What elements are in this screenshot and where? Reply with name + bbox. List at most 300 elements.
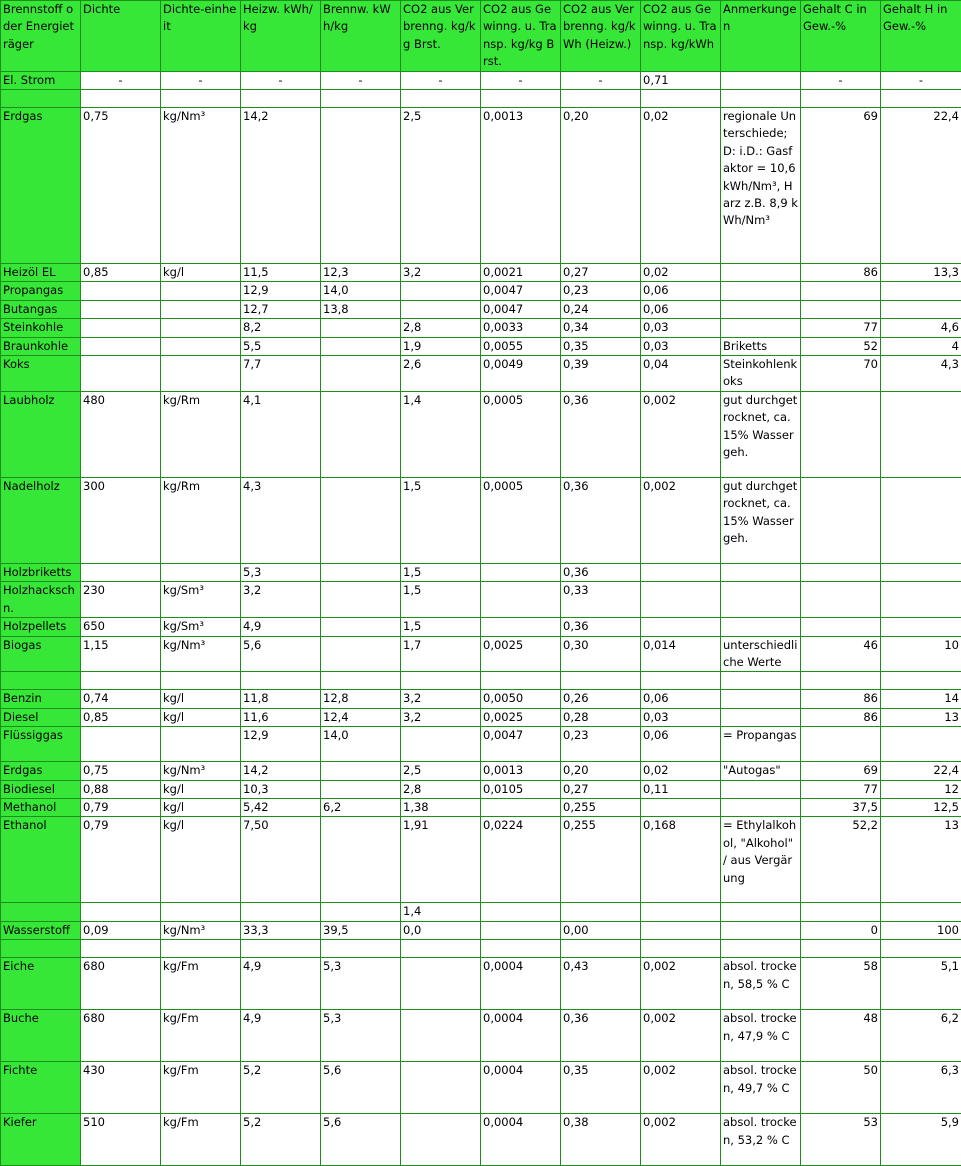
table-cell: 53	[801, 1114, 881, 1166]
table-cell	[401, 672, 481, 690]
table-cell: 6,2	[881, 1010, 961, 1062]
table-cell: kg/Nm³	[161, 921, 241, 939]
table-cell: 0,255	[561, 798, 641, 816]
table-cell: 0,0013	[481, 108, 561, 264]
table-cell	[801, 672, 881, 690]
table-cell: 0,36	[561, 391, 641, 477]
table-cell	[481, 940, 561, 958]
table-cell: 1,15	[81, 636, 161, 672]
table-cell: 37,5	[801, 798, 881, 816]
table-cell: -	[561, 71, 641, 89]
table-cell: gut durchgetrocknet, ca. 15% Wassergeh.	[721, 391, 801, 477]
fuel-name-cell: Eiche	[1, 958, 81, 1010]
table-row	[1, 798, 961, 816]
table-cell: kg/Fm	[161, 1062, 241, 1114]
table-cell	[801, 903, 881, 921]
table-cell	[801, 618, 881, 636]
table-cell	[721, 798, 801, 816]
table-cell	[481, 672, 561, 690]
table-cell	[881, 300, 961, 318]
table-cell	[401, 90, 481, 108]
table-cell: 5,2	[241, 1114, 321, 1166]
table-cell	[561, 672, 641, 690]
table-cell: 0,36	[561, 618, 641, 636]
table-cell: kg/Rm	[161, 477, 241, 563]
table-cell	[881, 727, 961, 762]
table-cell: 0,11	[641, 780, 721, 798]
table-cell: 14,0	[321, 727, 401, 762]
table-cell	[881, 282, 961, 300]
fuel-name-cell: Holzpellets	[1, 618, 81, 636]
table-cell	[81, 903, 161, 921]
table-cell	[321, 319, 401, 337]
table-cell	[641, 90, 721, 108]
table-cell: 48	[801, 1010, 881, 1062]
header-cell: CO2 aus Verbrenng. kg/kWh (Heizw.)	[561, 1, 641, 72]
table-cell: 0,27	[561, 264, 641, 282]
table-cell: 3,2	[401, 264, 481, 282]
table-cell: 2,8	[401, 780, 481, 798]
table-cell	[81, 563, 161, 581]
table-row	[1, 391, 961, 477]
table-cell: 0	[801, 921, 881, 939]
table-row	[1, 337, 961, 355]
table-cell: kg/l	[161, 780, 241, 798]
table-row	[1, 618, 961, 636]
table-cell: 0,0025	[481, 636, 561, 672]
table-cell: 1,4	[401, 391, 481, 477]
table-cell: 5,6	[321, 1114, 401, 1166]
table-cell: 0,02	[641, 762, 721, 780]
table-cell: 1,91	[401, 817, 481, 903]
table-cell	[321, 477, 401, 563]
table-cell	[161, 282, 241, 300]
table-row	[1, 1062, 961, 1114]
table-cell: 1,7	[401, 636, 481, 672]
table-cell: 0,34	[561, 319, 641, 337]
table-cell	[801, 563, 881, 581]
table-cell: 0,79	[81, 798, 161, 816]
table-cell: 2,8	[401, 319, 481, 337]
table-cell: -	[161, 71, 241, 89]
table-cell: 0,014	[641, 636, 721, 672]
header-cell: Gehalt C in Gew.-%	[801, 1, 881, 72]
table-cell: 300	[81, 477, 161, 563]
header-cell: Gehalt H in Gew.-%	[881, 1, 961, 72]
table-row	[1, 636, 961, 672]
fuel-name-cell: Biogas	[1, 636, 81, 672]
table-cell: 50	[801, 1062, 881, 1114]
fuel-name-cell: Wasserstoff	[1, 921, 81, 939]
table-cell: 86	[801, 690, 881, 708]
table-row	[1, 356, 961, 392]
table-cell: 52	[801, 337, 881, 355]
table-cell: kg/l	[161, 817, 241, 903]
table-cell: 0,0004	[481, 958, 561, 1010]
table-cell	[321, 817, 401, 903]
fuel-name-cell: El. Strom	[1, 71, 81, 89]
fuel-name-cell: Propangas	[1, 282, 81, 300]
table-cell	[721, 582, 801, 618]
fuel-name-cell: Butangas	[1, 300, 81, 318]
table-cell	[161, 300, 241, 318]
table-row	[1, 477, 961, 563]
table-cell: 0,74	[81, 690, 161, 708]
table-cell: 14,2	[241, 108, 321, 264]
table-row	[1, 921, 961, 939]
table-cell: 4,1	[241, 391, 321, 477]
table-cell	[881, 90, 961, 108]
header-row	[1, 1, 961, 72]
table-cell: 0,002	[641, 1010, 721, 1062]
table-cell: kg/l	[161, 708, 241, 726]
table-cell: 0,85	[81, 264, 161, 282]
table-cell: 0,06	[641, 690, 721, 708]
table-cell: 0,0004	[481, 1062, 561, 1114]
table-cell: 5,42	[241, 798, 321, 816]
table-cell: 5,6	[241, 636, 321, 672]
table-cell	[321, 618, 401, 636]
table-cell: 0,20	[561, 108, 641, 264]
table-cell: 1,5	[401, 477, 481, 563]
spacer-row	[1, 940, 961, 958]
table-cell	[721, 71, 801, 89]
table-cell: 10,3	[241, 780, 321, 798]
table-cell: 13,8	[321, 300, 401, 318]
table-cell	[881, 563, 961, 581]
table-row	[1, 264, 961, 282]
table-cell: 1,9	[401, 337, 481, 355]
table-cell	[81, 282, 161, 300]
table-cell: unterschiedliche Werte	[721, 636, 801, 672]
fuel-name-cell	[1, 940, 81, 958]
table-cell: 0,04	[641, 356, 721, 392]
table-cell	[81, 319, 161, 337]
table-cell	[721, 264, 801, 282]
table-row	[1, 319, 961, 337]
table-cell	[321, 337, 401, 355]
table-cell: 22,4	[881, 762, 961, 780]
table-cell: 86	[801, 708, 881, 726]
table-cell	[321, 780, 401, 798]
table-cell: 7,7	[241, 356, 321, 392]
table-cell: 5,3	[241, 563, 321, 581]
table-cell: 2,6	[401, 356, 481, 392]
table-cell	[801, 582, 881, 618]
table-cell: 0,35	[561, 337, 641, 355]
table-cell: 4,9	[241, 1010, 321, 1062]
table-cell	[241, 940, 321, 958]
table-cell: 0,255	[561, 817, 641, 903]
table-cell	[641, 582, 721, 618]
table-cell: -	[481, 71, 561, 89]
header-cell: Anmerkungen	[721, 1, 801, 72]
table-cell	[321, 90, 401, 108]
table-cell: 230	[81, 582, 161, 618]
table-cell: 0,0005	[481, 391, 561, 477]
fuel-name-cell: Ethanol	[1, 817, 81, 903]
table-cell	[641, 618, 721, 636]
table-cell	[641, 903, 721, 921]
table-cell	[81, 300, 161, 318]
table-cell	[81, 90, 161, 108]
table-cell: 0,85	[81, 708, 161, 726]
table-cell: Briketts	[721, 337, 801, 355]
table-cell: 14	[881, 690, 961, 708]
table-cell: = Ethylalkohol, "Alkohol" / aus Vergärung	[721, 817, 801, 903]
table-cell: 2,5	[401, 108, 481, 264]
table-cell: absol. trocken, 58,5 % C	[721, 958, 801, 1010]
table-cell: 480	[81, 391, 161, 477]
table-cell: 13	[881, 817, 961, 903]
table-cell	[801, 90, 881, 108]
fuel-name-cell	[1, 90, 81, 108]
table-cell	[161, 940, 241, 958]
table-cell: 12,3	[321, 264, 401, 282]
table-cell	[721, 618, 801, 636]
table-cell	[401, 1114, 481, 1166]
table-cell: 0,002	[641, 1062, 721, 1114]
table-cell	[321, 356, 401, 392]
table-cell: 0,0025	[481, 708, 561, 726]
table-cell: 4,6	[881, 319, 961, 337]
table-cell: 0,0	[401, 921, 481, 939]
table-cell: 680	[81, 958, 161, 1010]
table-cell: -	[81, 71, 161, 89]
table-cell: 0,79	[81, 817, 161, 903]
table-cell: 10	[881, 636, 961, 672]
table-cell: 0,168	[641, 817, 721, 903]
table-cell: = Propangas	[721, 727, 801, 762]
table-cell: 0,0105	[481, 780, 561, 798]
table-cell: 4,3	[881, 356, 961, 392]
table-cell: 8,2	[241, 319, 321, 337]
table-cell: 0,06	[641, 727, 721, 762]
table-cell: 0,0005	[481, 477, 561, 563]
table-cell: 77	[801, 780, 881, 798]
header-cell: Heizw. kWh/kg	[241, 1, 321, 72]
table-cell: 77	[801, 319, 881, 337]
table-cell: 0,002	[641, 477, 721, 563]
table-cell: 69	[801, 108, 881, 264]
table-cell	[721, 282, 801, 300]
table-cell	[481, 921, 561, 939]
table-cell: 0,35	[561, 1062, 641, 1114]
table-cell	[401, 300, 481, 318]
table-row	[1, 727, 961, 762]
table-cell: 0,06	[641, 282, 721, 300]
table-cell	[161, 90, 241, 108]
table-cell: 1,5	[401, 563, 481, 581]
table-cell	[81, 940, 161, 958]
table-cell: kg/Rm	[161, 391, 241, 477]
table-cell: 11,8	[241, 690, 321, 708]
table-cell: 0,002	[641, 958, 721, 1010]
table-cell	[881, 477, 961, 563]
fuel-name-cell: Kiefer	[1, 1114, 81, 1166]
fuel-name-cell: Erdgas	[1, 108, 81, 264]
table-cell	[561, 90, 641, 108]
fuel-name-cell: Fichte	[1, 1062, 81, 1114]
table-cell: 0,0004	[481, 1114, 561, 1166]
table-row	[1, 958, 961, 1010]
table-cell	[161, 672, 241, 690]
table-cell: 0,0055	[481, 337, 561, 355]
table-cell: 0,02	[641, 108, 721, 264]
table-cell: 1,5	[401, 618, 481, 636]
fuel-name-cell: Braunkohle	[1, 337, 81, 355]
header-cell: Dichte-einheit	[161, 1, 241, 72]
table-cell: 22,4	[881, 108, 961, 264]
table-cell	[481, 582, 561, 618]
table-cell: 0,06	[641, 300, 721, 318]
table-cell: 0,43	[561, 958, 641, 1010]
table-cell: 5,9	[881, 1114, 961, 1166]
table-cell	[641, 798, 721, 816]
table-cell: 13,3	[881, 264, 961, 282]
table-row	[1, 708, 961, 726]
fuel-name-cell: Steinkohle	[1, 319, 81, 337]
table-row	[1, 563, 961, 581]
table-cell: 0,002	[641, 391, 721, 477]
spacer-row	[1, 672, 961, 690]
fuel-name-cell: Benzin	[1, 690, 81, 708]
table-cell	[81, 356, 161, 392]
table-cell: 12,9	[241, 727, 321, 762]
table-cell: 6,2	[321, 798, 401, 816]
table-cell	[561, 940, 641, 958]
fuel-name-cell: Nadelholz	[1, 477, 81, 563]
table-cell: 5,5	[241, 337, 321, 355]
table-cell	[801, 940, 881, 958]
table-cell: 510	[81, 1114, 161, 1166]
table-cell	[721, 903, 801, 921]
table-row	[1, 817, 961, 903]
table-cell: 4,3	[241, 477, 321, 563]
table-cell	[321, 762, 401, 780]
table-cell: 0,0047	[481, 282, 561, 300]
table-cell: 39,5	[321, 921, 401, 939]
fuel-name-cell: Flüssiggas	[1, 727, 81, 762]
table-cell	[561, 903, 641, 921]
table-cell: 2,5	[401, 762, 481, 780]
table-cell: 11,5	[241, 264, 321, 282]
table-cell: kg/l	[161, 690, 241, 708]
table-cell: 70	[801, 356, 881, 392]
table-cell: 3,2	[241, 582, 321, 618]
table-cell: kg/Nm³	[161, 108, 241, 264]
table-cell	[81, 727, 161, 762]
table-cell: 0,002	[641, 1114, 721, 1166]
table-cell: kg/Nm³	[161, 762, 241, 780]
table-cell	[241, 672, 321, 690]
table-cell	[641, 672, 721, 690]
table-cell: 0,75	[81, 108, 161, 264]
table-cell: 430	[81, 1062, 161, 1114]
table-cell: 680	[81, 1010, 161, 1062]
table-cell	[641, 563, 721, 581]
header-cell: Brennstoff oder Energieträger	[1, 1, 81, 72]
table-cell	[721, 708, 801, 726]
table-cell: absol. trocken, 47,9 % C	[721, 1010, 801, 1062]
fuel-name-cell: Heizöl EL	[1, 264, 81, 282]
table-cell	[321, 672, 401, 690]
table-cell	[481, 563, 561, 581]
table-cell: 0,0049	[481, 356, 561, 392]
spacer-row	[1, 90, 961, 108]
fuel-name-cell: Biodiesel	[1, 780, 81, 798]
table-cell: 650	[81, 618, 161, 636]
table-cell: 12,8	[321, 690, 401, 708]
table-cell	[161, 337, 241, 355]
table-cell: 0,75	[81, 762, 161, 780]
table-cell: 14,2	[241, 762, 321, 780]
table-cell: 0,0047	[481, 300, 561, 318]
table-row	[1, 282, 961, 300]
table-cell	[161, 319, 241, 337]
table-cell: 3,2	[401, 708, 481, 726]
table-cell: 86	[801, 264, 881, 282]
table-cell	[401, 1010, 481, 1062]
table-cell	[801, 300, 881, 318]
table-row	[1, 71, 961, 89]
table-cell	[481, 618, 561, 636]
table-cell	[721, 563, 801, 581]
table-cell: 0,88	[81, 780, 161, 798]
table-cell	[881, 940, 961, 958]
table-row	[1, 300, 961, 318]
table-cell: 11,6	[241, 708, 321, 726]
table-cell: kg/l	[161, 798, 241, 816]
table-cell	[401, 940, 481, 958]
table-cell: "Autogas"	[721, 762, 801, 780]
table-cell	[321, 108, 401, 264]
table-cell: 12,5	[881, 798, 961, 816]
table-cell: -	[321, 71, 401, 89]
table-cell	[721, 940, 801, 958]
table-cell: 0,02	[641, 264, 721, 282]
fuel-name-cell: Laubholz	[1, 391, 81, 477]
table-cell: 69	[801, 762, 881, 780]
table-cell: 0,36	[561, 477, 641, 563]
table-cell: 0,0047	[481, 727, 561, 762]
table-cell: 14,0	[321, 282, 401, 300]
table-cell: 12	[881, 780, 961, 798]
table-cell	[321, 391, 401, 477]
table-cell: 46	[801, 636, 881, 672]
table-cell: 0,38	[561, 1114, 641, 1166]
table-row	[1, 108, 961, 264]
table-cell	[321, 563, 401, 581]
table-cell: 0,0013	[481, 762, 561, 780]
table-cell: 3,2	[401, 690, 481, 708]
table-cell	[881, 391, 961, 477]
table-cell	[881, 903, 961, 921]
table-cell: 5,2	[241, 1062, 321, 1114]
table-cell: 58	[801, 958, 881, 1010]
table-cell: 0,36	[561, 1010, 641, 1062]
table-row	[1, 582, 961, 618]
table-cell: 4,9	[241, 618, 321, 636]
table-cell: 5,3	[321, 1010, 401, 1062]
table-cell: 0,23	[561, 727, 641, 762]
fuel-name-cell: Diesel	[1, 708, 81, 726]
table-cell: 0,0224	[481, 817, 561, 903]
table-cell: 52,2	[801, 817, 881, 903]
table-cell	[321, 940, 401, 958]
table-cell: 5,6	[321, 1062, 401, 1114]
table-cell	[241, 903, 321, 921]
